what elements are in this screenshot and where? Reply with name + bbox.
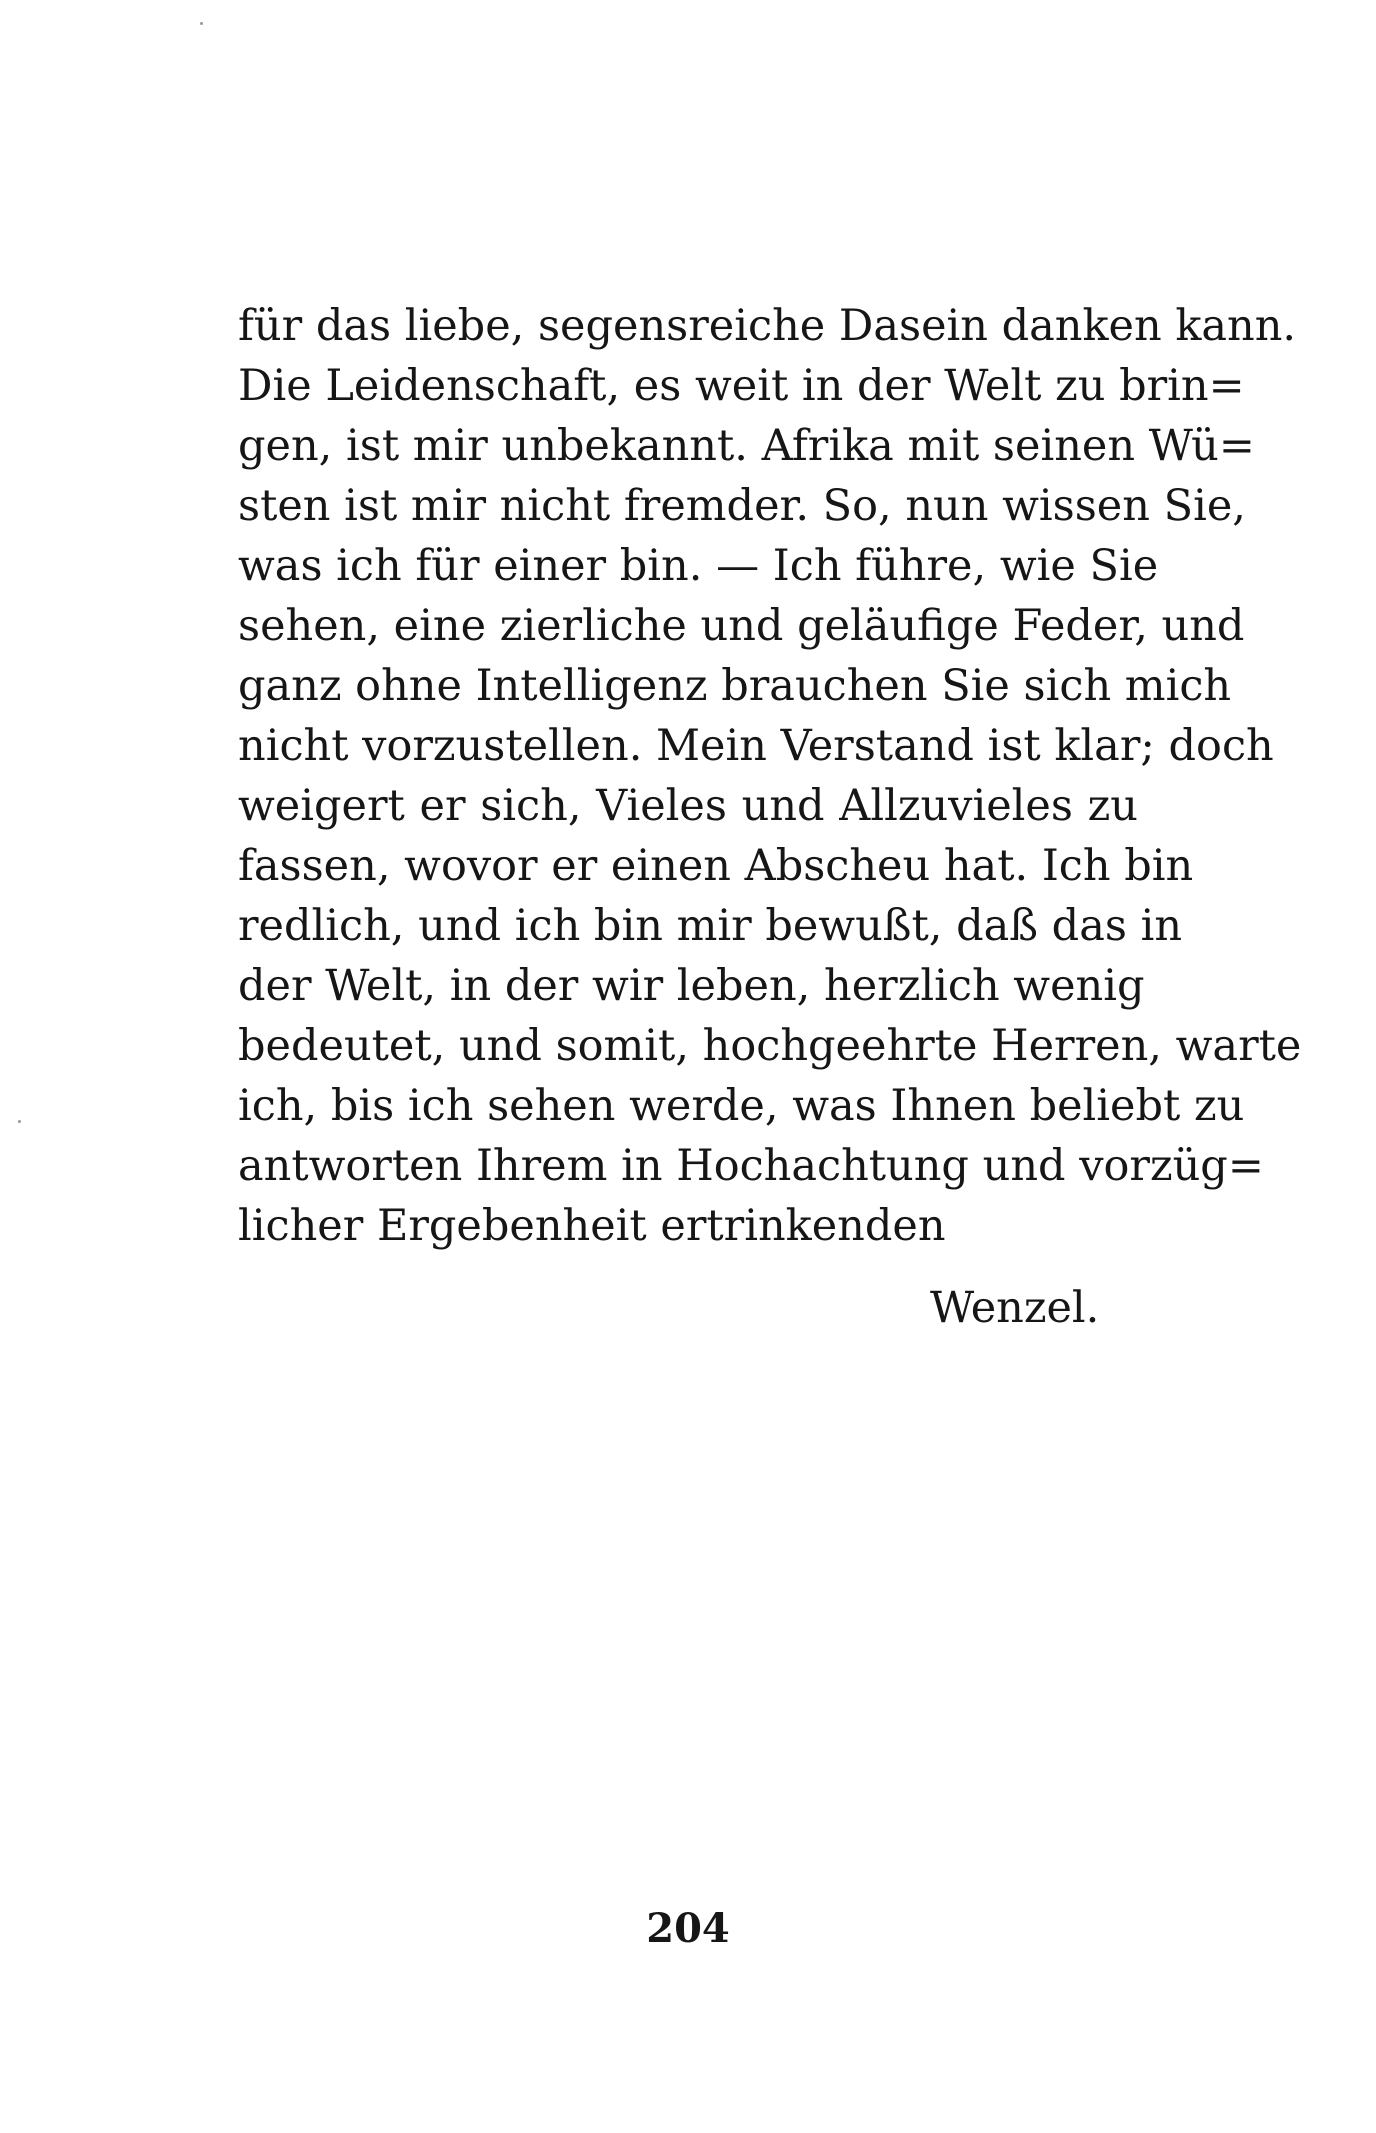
body-text — [238, 296, 1302, 1256]
text-line: fassen, wovor er einen Abscheu hat. Ich bin — [238, 841, 1194, 891]
text-line: licher Ergebenheit ertrinkenden — [238, 1201, 946, 1251]
paper-speck — [200, 22, 203, 25]
text-line: bedeutet, und somit, hochgeehrte Herren, warte — [238, 1021, 1302, 1071]
paper-speck — [18, 1120, 21, 1123]
text-line: antworten Ihrem in Hochachtung und vorzüg= — [238, 1141, 1264, 1191]
text-line: redlich, und ich bin mir bewußt, daß das in — [238, 901, 1183, 951]
text-line: für das liebe, segensreiche Dasein danken kann. — [238, 301, 1297, 351]
signature: Wenzel. — [930, 1283, 1100, 1333]
page-number: 204 — [646, 1905, 730, 1952]
text-line: was ich für einer bin. — Ich führe, wie Sie — [238, 541, 1159, 591]
text-line: Die Leidenschaft, es weit in der Welt zu brin= — [238, 361, 1245, 411]
text-line: weigert er sich, Vieles und Allzuvieles zu — [238, 781, 1138, 831]
text-line: gen, ist mir unbekannt. Afrika mit seinen Wü= — [238, 421, 1255, 471]
text-line: ganz ohne Intelligenz brauchen Sie sich mich — [238, 661, 1232, 711]
text-line: sehen, eine zierliche und geläufige Feder, und — [238, 601, 1245, 651]
text-line: sten ist mir nicht fremder. So, nun wissen Sie, — [238, 481, 1246, 531]
text-line: ich, bis ich sehen werde, was Ihnen beliebt zu — [238, 1081, 1245, 1131]
text-line: nicht vorzustellen. Mein Verstand ist klar; doch — [238, 721, 1274, 771]
text-line: der Welt, in der wir leben, herzlich wenig — [238, 961, 1145, 1011]
